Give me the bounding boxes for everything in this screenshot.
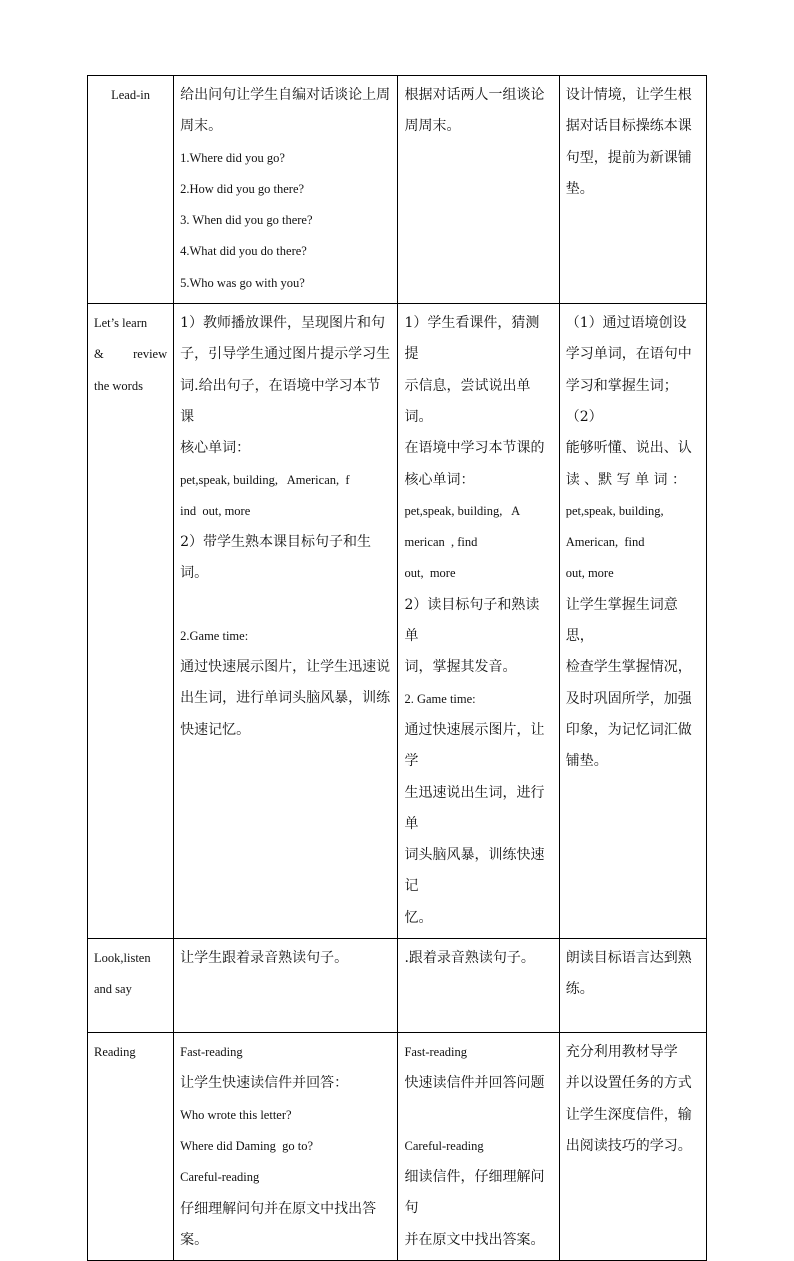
spacer <box>180 590 391 621</box>
student-text: Careful-reading <box>404 1138 484 1153</box>
student-text: 核心单词： <box>404 471 475 488</box>
purpose-text: 并以设置任务的方式 <box>565 1075 692 1092</box>
teacher-text: Fast-reading <box>180 1045 243 1060</box>
purpose-text: 设计情境，让学生根 <box>565 87 692 103</box>
spacer <box>404 1100 552 1131</box>
table-row-look-listen-say <box>88 939 707 1033</box>
step-label-cell <box>88 304 174 939</box>
teacher-activity-cell <box>174 1033 398 1261</box>
teacher-activity-cell <box>174 939 398 1033</box>
teacher-text: Who wrote this letter? <box>180 1107 292 1122</box>
purpose-text: 朗读目标语言达到熟 <box>565 950 692 967</box>
design-purpose-cell <box>559 939 706 1033</box>
purpose-text: 让学生深度信件，输 <box>565 1106 692 1123</box>
purpose-text: 垫。 <box>565 180 594 197</box>
teacher-text: 仔细理解问句并在原文中找出答 <box>180 1200 377 1217</box>
student-text: pet,speak, building, A <box>404 503 521 518</box>
teacher-text: Where did Daming go to? <box>180 1138 314 1153</box>
student-text: 生迅速说出生词，进行单 <box>404 784 545 832</box>
purpose-text: 学习单词，在语句中 <box>565 346 692 363</box>
step-label: Look,listen <box>94 951 151 966</box>
student-text: 并在原文中找出答案。 <box>404 1231 545 1248</box>
table-row-lets-learn <box>88 304 707 939</box>
student-text: 快速读信件并回答问题 <box>404 1075 545 1092</box>
teacher-text: 核心单词： <box>180 440 251 457</box>
question-item: 4.What did you do there? <box>180 244 307 259</box>
student-text: out, more <box>404 566 456 581</box>
student-activity-cell <box>398 1033 559 1261</box>
purpose-text: 据对话目标操练本课 <box>565 118 692 135</box>
step-label: the words <box>94 378 143 393</box>
purpose-text: out, more <box>565 566 614 581</box>
step-label: Lead-in <box>111 88 150 102</box>
design-purpose-cell <box>559 76 706 304</box>
purpose-text: pet,speak, building, <box>565 503 664 518</box>
student-text: 2）读目标句子和熟读单 <box>404 596 540 645</box>
teacher-text: 让学生跟着录音熟读句子。 <box>180 950 349 967</box>
student-text: 根据对话两人一组谈论 <box>404 87 545 103</box>
teacher-text: 2.Game time: <box>180 628 249 643</box>
purpose-text: 句型，提前为新课铺 <box>565 149 692 166</box>
design-purpose-cell <box>559 304 706 939</box>
student-activity-cell <box>398 76 559 304</box>
lesson-plan-table <box>87 75 707 1261</box>
teacher-text: pet,speak, building, American, f <box>180 472 350 487</box>
student-activity-cell <box>398 304 559 939</box>
purpose-text: 出阅读技巧的学习。 <box>565 1137 692 1154</box>
question-item: 5.Who was go with you? <box>180 275 305 290</box>
question-item: 2.How did you go there? <box>180 181 305 196</box>
teacher-activity-cell <box>174 76 398 304</box>
question-item: 1.Where did you go? <box>180 150 285 165</box>
purpose-text: 能够听懂、说出、认 <box>565 440 692 457</box>
step-label: and say <box>94 982 132 997</box>
teacher-text: 快速记忆。 <box>180 721 251 738</box>
student-text: 细读信件，仔细理解问句 <box>404 1168 545 1217</box>
step-label-cell <box>88 939 174 1033</box>
student-text: 忆。 <box>404 909 433 926</box>
teacher-text: 案。 <box>180 1231 209 1248</box>
teacher-text: 给出问句让学生自编对话谈论上周 <box>180 87 391 103</box>
student-activity-cell <box>398 939 559 1033</box>
teacher-activity-cell <box>174 304 398 939</box>
teacher-text: ind out, more <box>180 503 251 518</box>
student-text: merican , find <box>404 535 478 550</box>
purpose-text: 让学生掌握生词意思， <box>565 596 678 645</box>
purpose-text: 及时巩固所学，加强 <box>565 690 692 707</box>
question-item: 3. When did you go there? <box>180 213 313 228</box>
purpose-text: 充分利用教材导学 <box>565 1044 678 1061</box>
student-text: 示信息，尝试说出单词。 <box>404 377 531 425</box>
purpose-text: American, find <box>565 535 645 550</box>
step-label: Let’s learn <box>94 316 148 331</box>
table-row-reading <box>88 1033 707 1261</box>
teacher-text: 子，引导学生通过图片提示学习生 <box>180 346 391 363</box>
purpose-text: 练。 <box>565 981 594 998</box>
teacher-text: 1）教师播放课件，呈现图片和句 <box>180 315 386 332</box>
design-purpose-cell <box>559 1033 706 1261</box>
table-row-lead-in <box>88 76 707 304</box>
purpose-text: 铺垫。 <box>565 753 608 770</box>
step-label: Reading <box>94 1045 136 1060</box>
student-text: 1）学生看课件，猜测提 <box>404 315 540 363</box>
student-text: 周周末。 <box>404 118 461 135</box>
student-text: 通过快速展示图片，让学 <box>404 721 545 770</box>
student-text: 2. Game time: <box>404 691 476 706</box>
purpose-text: 学习和掌握生词；（2） <box>565 377 678 425</box>
student-text: 词头脑风暴，训练快速记 <box>404 847 545 895</box>
step-label-cell <box>88 1033 174 1261</box>
student-text: .跟着录音熟读句子。 <box>404 950 535 967</box>
step-label-cell <box>88 76 174 304</box>
student-text: Fast-reading <box>404 1045 467 1060</box>
step-label-part: & <box>94 347 104 362</box>
purpose-text: 印象，为记忆词汇做 <box>565 721 692 738</box>
student-text: 词，掌握其发音。 <box>404 659 517 676</box>
teacher-text: 周末。 <box>180 118 223 135</box>
teacher-text: 出生词，进行单词头脑风暴，训练 <box>180 690 391 707</box>
teacher-text: 2）带学生熟本课目标句子和生词。 <box>180 534 372 582</box>
purpose-text: 检查学生掌握情况， <box>565 659 692 676</box>
student-text: 在语境中学习本节课的 <box>404 440 545 457</box>
step-label <box>94 339 167 370</box>
purpose-text: （1）通过语境创设 <box>565 315 687 332</box>
purpose-text: 读 、默 写 单 词 ： <box>565 471 686 488</box>
teacher-text: 通过快速展示图片，让学生迅速说 <box>180 659 391 676</box>
teacher-text: 让学生快速读信件并回答： <box>180 1075 349 1092</box>
step-label-part: review <box>133 347 168 362</box>
teacher-text: 词.给出句子，在语境中学习本节课 <box>180 377 381 425</box>
teacher-text: Careful-reading <box>180 1170 260 1185</box>
